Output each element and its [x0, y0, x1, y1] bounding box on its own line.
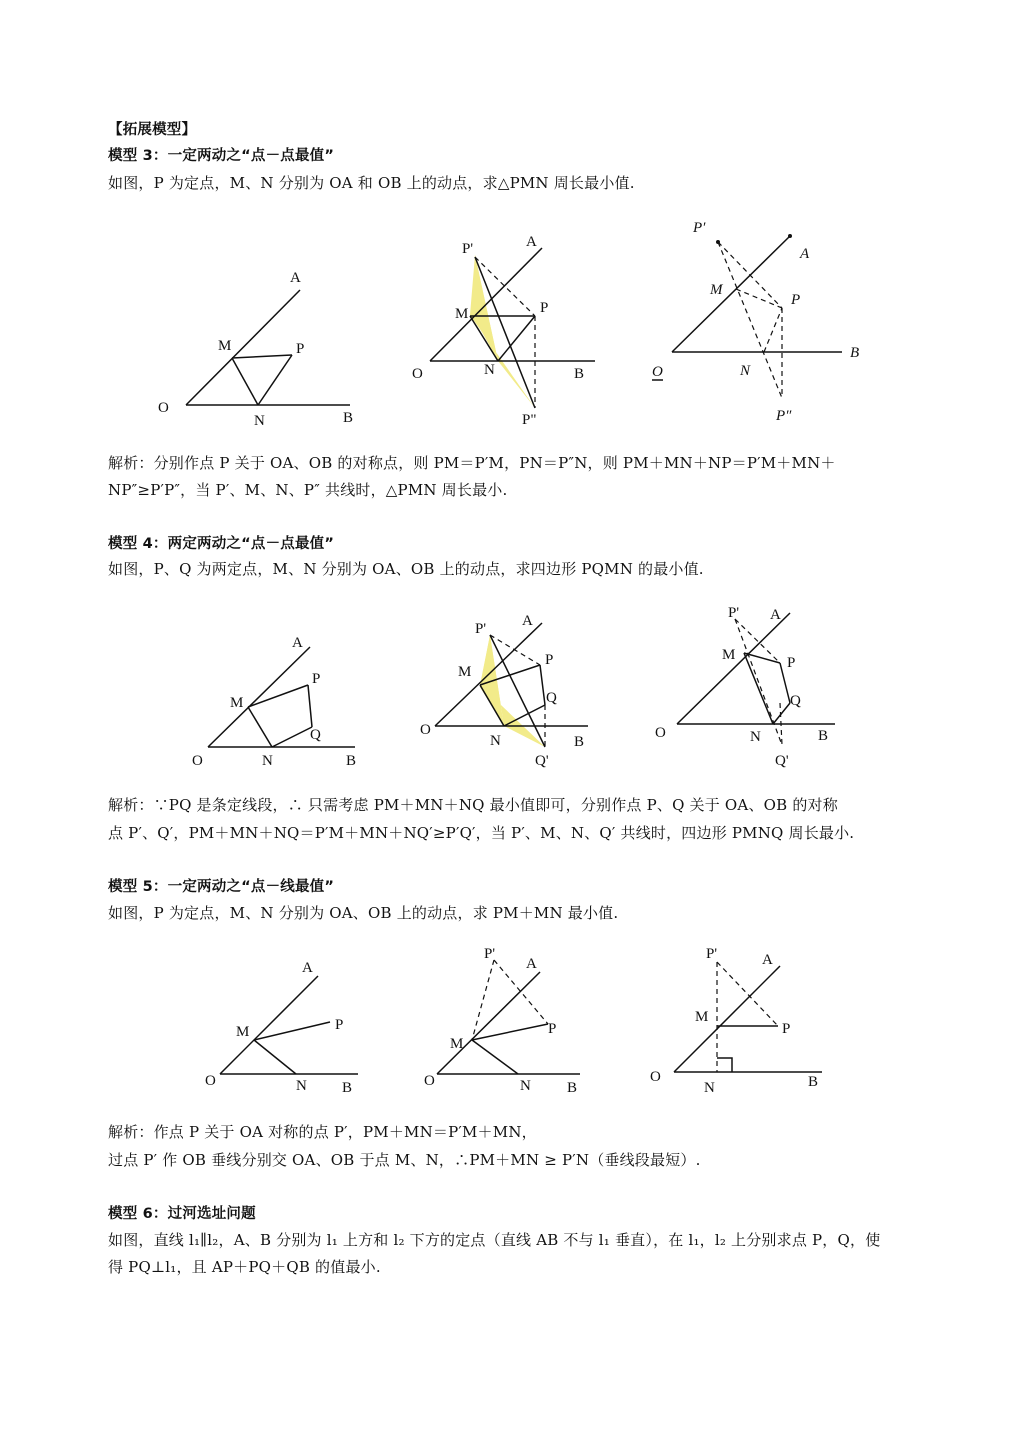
- figure-stroke: [717, 1058, 732, 1072]
- figure-label: O: [650, 1069, 661, 1085]
- figure-stroke: [435, 623, 542, 726]
- model-6-problem-2: 得 PQ⊥l₁，且 AP＋PQ＋QB 的值最小.: [108, 1258, 381, 1276]
- figure-label: P: [312, 671, 321, 687]
- figure-label: B: [567, 1080, 578, 1096]
- figure-stroke: [672, 236, 790, 352]
- seg-mn: [232, 358, 258, 405]
- figure-label: O: [205, 1073, 216, 1089]
- label-p2: P": [522, 412, 537, 428]
- figure-label: P': [728, 605, 740, 621]
- model-4-figure-1: [192, 635, 356, 769]
- label-m-2: M: [455, 306, 469, 322]
- label-b3: B: [850, 345, 860, 361]
- model-4-figures: [150, 595, 910, 775]
- label-m: M: [218, 338, 232, 354]
- figure-stroke: [498, 316, 535, 361]
- model-3-figure-1: [158, 270, 353, 429]
- section-title: 【拓展模型】: [108, 122, 197, 138]
- model-3-figure-3: [652, 220, 859, 424]
- model-5-figure-1: [205, 960, 358, 1096]
- label-m3: M: [710, 282, 723, 298]
- figure-label: A: [522, 613, 533, 629]
- figure-label: Q: [790, 693, 801, 709]
- figure-label: Q: [546, 690, 557, 706]
- figure-label: B: [342, 1080, 353, 1096]
- model-4-title: 模型 4：两定两动之“点－点最值”: [108, 536, 335, 552]
- label-b-2: B: [574, 366, 585, 382]
- label-p2-i: P″: [776, 408, 792, 424]
- label-a: A: [290, 270, 301, 286]
- figure-label: M: [236, 1024, 250, 1040]
- label-n-2: N: [484, 362, 495, 378]
- figure-stroke: [437, 972, 540, 1074]
- figure-label: P: [787, 655, 796, 671]
- model-5-title: 模型 5：一定两动之“点－线最值”: [108, 879, 335, 895]
- label-a2: A: [526, 234, 537, 250]
- figure-stroke: [472, 1040, 518, 1074]
- model-5-analysis-2: 过点 P′ 作 OB 垂线分别交 OA、OB 于点 M、N，∴PM＋MN ≥ P′N（垂线段最短）.: [108, 1151, 701, 1169]
- figure-stroke: [208, 647, 310, 747]
- figure-label: Q': [775, 753, 789, 769]
- figure-stroke: [716, 240, 720, 244]
- figure-label: P: [782, 1021, 791, 1037]
- figure-label: N: [490, 733, 501, 749]
- figure-label: A: [770, 607, 781, 623]
- figure-label: N: [520, 1078, 531, 1094]
- highlight-region-2: [472, 255, 498, 361]
- figure-label: M: [450, 1036, 464, 1052]
- model-5-figures: [150, 940, 910, 1100]
- figure-label: B: [818, 728, 829, 744]
- figure-label: O: [424, 1073, 435, 1089]
- figure-label: B: [808, 1074, 819, 1090]
- figure-stroke: [788, 234, 792, 238]
- label-p: P: [296, 341, 305, 357]
- model-6-problem-1: 如图，直线 l₁∥l₂，A、B 分别为 l₁ 上方和 l₂ 下方的定点（直线 AB 不与 l₁ 垂直），在 l₁，l₂ 上分别求点 P，Q，使: [108, 1231, 881, 1249]
- figure-stroke: [540, 665, 545, 705]
- figure-stroke: [744, 653, 773, 724]
- seg-mp: [232, 355, 292, 358]
- figure-stroke: [308, 685, 312, 727]
- model-5-figure-3: [650, 946, 822, 1096]
- figure-stroke: [677, 613, 790, 724]
- figure-label: P: [335, 1017, 344, 1033]
- figure-label: P': [475, 621, 487, 637]
- figure-label: A: [292, 635, 303, 651]
- seg-np: [258, 355, 292, 405]
- model-3-title: 模型 3：一定两动之“点－点最值”: [108, 148, 335, 164]
- model-4-analysis-1: 解析：∵PQ 是条定线段，∴ 只需考虑 PM＋MN＋NQ 最小值即可，分别作点 P、Q 关于 OA、OB 的对称: [108, 796, 838, 814]
- figure-label: B: [346, 753, 357, 769]
- model-3-figure-2: [412, 234, 595, 428]
- figure-label: N: [296, 1078, 307, 1094]
- figure-label: M: [722, 647, 736, 663]
- figure-label: P': [706, 946, 718, 962]
- figure-label: M: [458, 664, 472, 680]
- label-o: O: [158, 400, 169, 416]
- model-5-figure-2: [424, 946, 580, 1096]
- figure-stroke: [254, 1022, 330, 1040]
- model-4-analysis-2: 点 P′、Q′，PM＋MN＋NQ＝P′M＋MN＋NQ′≥P′Q′，当 P′、M、N、Q′ 共线时，四边形 PMNQ 周长最小.: [108, 824, 855, 842]
- figure-stroke: [674, 966, 780, 1072]
- figure-label: P: [548, 1021, 557, 1037]
- label-a3: A: [800, 246, 810, 262]
- figure-stroke: [717, 962, 778, 1026]
- figure-label: O: [420, 722, 431, 738]
- label-o-2: O: [412, 366, 423, 382]
- figure-stroke: [430, 248, 542, 361]
- figure-stroke: [764, 308, 782, 352]
- label-b: B: [343, 410, 354, 426]
- figure-label: Q: [310, 727, 321, 743]
- figure-stroke: [254, 1040, 296, 1074]
- figure-stroke: [248, 685, 308, 707]
- figure-label: N: [704, 1080, 715, 1096]
- label-p3: P: [791, 292, 801, 308]
- model-4-figure-2: [420, 613, 588, 769]
- figure-label: M: [230, 695, 244, 711]
- figure-label: M: [695, 1009, 709, 1025]
- label-p-2: P: [540, 300, 549, 316]
- figure-label: P: [545, 652, 554, 668]
- model-3-figures: [150, 200, 910, 440]
- figure-stroke: [494, 960, 548, 1024]
- figure-stroke: [272, 727, 312, 747]
- model-5-analysis-1: 解析：作点 P 关于 OA 对称的点 P′，PM＋MN＝P′M＋MN，: [108, 1123, 537, 1141]
- label-o3: O: [652, 364, 663, 380]
- figure-stroke: [248, 707, 272, 747]
- figure-label: N: [262, 753, 273, 769]
- model-3-analysis-1: 解析：分别作点 P 关于 OA、OB 的对称点，则 PM＝P′M，PN＝P″N，则 PM＋MN＋NP＝P′M＋MN＋: [108, 454, 836, 472]
- figure-stroke: [735, 619, 782, 745]
- label-p1-i: P′: [693, 220, 706, 236]
- figure-label: A: [526, 956, 537, 972]
- model-5-problem: 如图，P 为定点，M、N 分别为 OA、OB 上的动点，求 PM＋MN 最小值.: [108, 904, 619, 922]
- figure-label: Q': [535, 753, 549, 769]
- model-3-problem: 如图，P 为定点，M、N 分别为 OA 和 OB 上的动点，求△PMN 周长最小值.: [108, 174, 635, 192]
- label-p1: P': [462, 241, 474, 257]
- figure-stroke: [773, 703, 790, 724]
- ray-oa: [186, 290, 300, 405]
- label-n3: N: [740, 363, 751, 379]
- model-3-analysis-2: NP″≥P′P″，当 P′、M、N、P″ 共线时，△PMN 周长最小.: [108, 481, 508, 499]
- model-4-problem: 如图，P、Q 为两定点，M、N 分别为 OA、OB 上的动点，求四边形 PQMN 的最小值.: [108, 560, 704, 578]
- figure-label: B: [574, 734, 585, 750]
- figure-label: A: [302, 960, 313, 976]
- figure-label: O: [192, 753, 203, 769]
- label-n: N: [254, 413, 265, 429]
- figure-stroke: [220, 976, 318, 1074]
- model-4-figure-3: [655, 605, 835, 769]
- figure-label: A: [762, 952, 773, 968]
- figure-label: P': [484, 946, 496, 962]
- figure-label: O: [655, 725, 666, 741]
- model-6-title: 模型 6：过河选址问题: [108, 1206, 256, 1222]
- figure-label: N: [750, 729, 761, 745]
- figure-stroke: [736, 289, 782, 308]
- figure-stroke: [472, 1024, 548, 1040]
